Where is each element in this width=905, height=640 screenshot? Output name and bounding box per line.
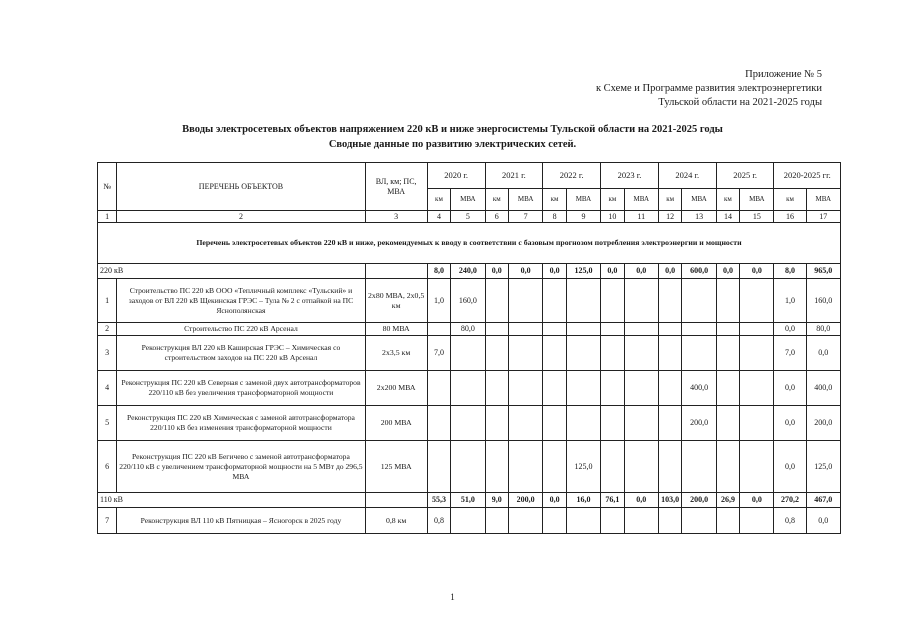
row-number: 3 xyxy=(98,336,117,371)
unit-mva: МВА xyxy=(451,189,485,211)
object-name: Реконструкция ПС 220 кВ Химическая с заменой автотрансформатора 220/110 кВ без изменения трансформаторной мощности xyxy=(117,406,365,441)
value-cell xyxy=(716,323,740,336)
value-cell xyxy=(682,441,716,493)
value-cell xyxy=(566,279,600,323)
value-cell: 1,0 xyxy=(427,279,451,323)
group-value: 240,0 xyxy=(451,264,485,279)
value-cell xyxy=(716,371,740,406)
value-cell xyxy=(543,323,567,336)
group-vl-cell xyxy=(365,264,427,279)
group-value: 0,0 xyxy=(509,264,543,279)
value-cell xyxy=(740,336,774,371)
value-cell xyxy=(658,441,682,493)
value-cell xyxy=(601,371,625,406)
group-value: 0,0 xyxy=(658,264,682,279)
group-value: 0,0 xyxy=(624,264,658,279)
value-cell xyxy=(485,406,509,441)
value-cell xyxy=(716,441,740,493)
value-cell xyxy=(451,336,485,371)
column-number: 10 xyxy=(601,211,625,223)
value-cell xyxy=(543,508,567,534)
value-cell xyxy=(624,371,658,406)
column-number: 8 xyxy=(543,211,567,223)
value-cell xyxy=(658,371,682,406)
group-name: 110 кВ xyxy=(98,493,366,508)
value-cell xyxy=(740,406,774,441)
header-year: 2020 г. xyxy=(427,163,485,189)
group-value: 0,0 xyxy=(543,264,567,279)
unit-mva: МВА xyxy=(806,189,840,211)
value-cell xyxy=(509,279,543,323)
value-cell xyxy=(509,406,543,441)
object-capacity: 0,8 км xyxy=(365,508,427,534)
value-cell xyxy=(624,406,658,441)
value-cell xyxy=(740,508,774,534)
table-row xyxy=(98,279,841,323)
group-value: 270,2 xyxy=(774,493,806,508)
header-year: 2021 г. xyxy=(485,163,543,189)
value-cell xyxy=(601,406,625,441)
objects-table xyxy=(97,162,841,534)
value-cell xyxy=(716,279,740,323)
unit-km: км xyxy=(716,189,740,211)
value-cell xyxy=(682,336,716,371)
value-cell xyxy=(601,336,625,371)
header-vl: ВЛ, км; ПС, МВА xyxy=(365,163,427,211)
column-number: 6 xyxy=(485,211,509,223)
value-cell xyxy=(658,279,682,323)
value-cell xyxy=(624,441,658,493)
value-cell xyxy=(624,336,658,371)
group-value: 76,1 xyxy=(601,493,625,508)
value-cell xyxy=(716,508,740,534)
value-cell xyxy=(566,336,600,371)
value-cell xyxy=(566,508,600,534)
value-cell xyxy=(624,508,658,534)
value-cell: 7,0 xyxy=(427,336,451,371)
value-cell: 0,8 xyxy=(774,508,806,534)
value-cell xyxy=(601,441,625,493)
object-name: Строительство ПС 220 кВ Арсенал xyxy=(117,323,365,336)
unit-mva: МВА xyxy=(566,189,600,211)
object-capacity: 200 МВА xyxy=(365,406,427,441)
value-cell xyxy=(658,508,682,534)
unit-km: км xyxy=(658,189,682,211)
row-number: 7 xyxy=(98,508,117,534)
value-cell xyxy=(543,406,567,441)
group-value: 103,0 xyxy=(658,493,682,508)
value-cell xyxy=(451,371,485,406)
header-year: 2025 г. xyxy=(716,163,774,189)
value-cell: 80,0 xyxy=(806,323,840,336)
object-capacity: 125 МВА xyxy=(365,441,427,493)
value-cell: 0,0 xyxy=(774,371,806,406)
value-cell: 0,0 xyxy=(806,508,840,534)
group-value: 965,0 xyxy=(806,264,840,279)
column-number: 13 xyxy=(682,211,716,223)
document-title xyxy=(0,122,905,152)
value-cell xyxy=(427,371,451,406)
value-cell xyxy=(451,508,485,534)
value-cell xyxy=(624,323,658,336)
column-number: 12 xyxy=(658,211,682,223)
group-value: 0,0 xyxy=(543,493,567,508)
value-cell xyxy=(509,508,543,534)
object-name: Реконструкция ВЛ 220 кВ Каширская ГРЭС – Химическая со строительством заходов на ПС 220 кВ Арсенал xyxy=(117,336,365,371)
object-name: Реконструкция ПС 220 кВ Северная с заменой двух автотрансформаторов 220/110 кВ без увеличения трансформаторной мощности xyxy=(117,371,365,406)
value-cell: 0,0 xyxy=(774,323,806,336)
table-row xyxy=(98,323,841,336)
value-cell xyxy=(658,336,682,371)
title-line-2: Сводные данные по развитию электрических сетей. xyxy=(328,139,577,150)
column-number: 2 xyxy=(117,211,365,223)
voltage-group-row xyxy=(98,493,841,508)
value-cell: 160,0 xyxy=(451,279,485,323)
value-cell: 0,0 xyxy=(806,336,840,371)
unit-km: км xyxy=(601,189,625,211)
value-cell: 125,0 xyxy=(806,441,840,493)
header-year-total: 2020-2025 гг. xyxy=(774,163,841,189)
object-capacity: 2х80 МВА, 2х0,5 км xyxy=(365,279,427,323)
value-cell xyxy=(682,279,716,323)
value-cell: 80,0 xyxy=(451,323,485,336)
page-number: 1 xyxy=(450,592,455,602)
column-number: 14 xyxy=(716,211,740,223)
table-row xyxy=(98,406,841,441)
group-value: 55,3 xyxy=(427,493,451,508)
row-number: 6 xyxy=(98,441,117,493)
value-cell xyxy=(566,323,600,336)
value-cell: 200,0 xyxy=(682,406,716,441)
group-value: 125,0 xyxy=(566,264,600,279)
column-number: 5 xyxy=(451,211,485,223)
value-cell xyxy=(543,371,567,406)
value-cell xyxy=(716,406,740,441)
value-cell xyxy=(509,371,543,406)
row-number: 4 xyxy=(98,371,117,406)
value-cell xyxy=(566,371,600,406)
group-value: 200,0 xyxy=(509,493,543,508)
value-cell: 7,0 xyxy=(774,336,806,371)
group-value: 0,0 xyxy=(624,493,658,508)
group-value: 51,0 xyxy=(451,493,485,508)
group-value: 16,0 xyxy=(566,493,600,508)
value-cell: 200,0 xyxy=(806,406,840,441)
value-cell xyxy=(682,508,716,534)
group-vl-cell xyxy=(365,493,427,508)
unit-km: км xyxy=(774,189,806,211)
unit-mva: МВА xyxy=(509,189,543,211)
row-number: 2 xyxy=(98,323,117,336)
table-row xyxy=(98,336,841,371)
value-cell xyxy=(624,279,658,323)
appendix-period: Тульской области на 2021-2025 годы xyxy=(658,97,822,108)
header-year: 2024 г. xyxy=(658,163,716,189)
value-cell: 400,0 xyxy=(682,371,716,406)
group-value: 26,9 xyxy=(716,493,740,508)
unit-mva: МВА xyxy=(624,189,658,211)
unit-km: км xyxy=(427,189,451,211)
value-cell: 1,0 xyxy=(774,279,806,323)
value-cell xyxy=(509,336,543,371)
value-cell xyxy=(427,323,451,336)
value-cell xyxy=(451,406,485,441)
appendix-header xyxy=(596,68,822,110)
value-cell xyxy=(740,371,774,406)
value-cell xyxy=(451,441,485,493)
value-cell xyxy=(427,406,451,441)
value-cell xyxy=(485,441,509,493)
value-cell xyxy=(485,336,509,371)
value-cell xyxy=(682,323,716,336)
value-cell xyxy=(740,441,774,493)
group-value: 0,0 xyxy=(485,264,509,279)
appendix-number: Приложение № 5 xyxy=(745,69,822,80)
group-value: 0,0 xyxy=(601,264,625,279)
object-capacity: 80 МВА xyxy=(365,323,427,336)
value-cell: 125,0 xyxy=(566,441,600,493)
section-title: Перечень электросетевых объектов 220 кВ и ниже, рекомендуемых к вводу в соответствии с базовым прогнозом потребления электроэнергии и мощности xyxy=(98,223,841,264)
object-name: Строительство ПС 220 кВ ООО «Тепличный комплекс «Тульский» и заходов от ВЛ 220 кВ Щекинская ГРЭС – Тула № 2 с отпайкой на ПС Яснополянская xyxy=(117,279,365,323)
value-cell xyxy=(543,441,567,493)
value-cell: 0,0 xyxy=(774,441,806,493)
value-cell xyxy=(658,323,682,336)
value-cell xyxy=(658,406,682,441)
group-value: 0,0 xyxy=(740,493,774,508)
value-cell xyxy=(716,336,740,371)
value-cell xyxy=(485,279,509,323)
group-value: 9,0 xyxy=(485,493,509,508)
group-value: 0,0 xyxy=(716,264,740,279)
group-value: 600,0 xyxy=(682,264,716,279)
header-objects: ПЕРЕЧЕНЬ ОБЪЕКТОВ xyxy=(117,163,365,211)
value-cell xyxy=(601,323,625,336)
column-number: 3 xyxy=(365,211,427,223)
header-number: № xyxy=(98,163,117,211)
value-cell xyxy=(485,371,509,406)
column-number: 15 xyxy=(740,211,774,223)
group-value: 8,0 xyxy=(427,264,451,279)
table-row xyxy=(98,371,841,406)
group-value: 467,0 xyxy=(806,493,840,508)
value-cell xyxy=(543,279,567,323)
appendix-reference: к Схеме и Программе развития электроэнергетики xyxy=(595,83,822,94)
group-value: 0,0 xyxy=(740,264,774,279)
column-number: 4 xyxy=(427,211,451,223)
object-name: Реконструкция ВЛ 110 кВ Пятницкая – Ясногорск в 2025 году xyxy=(117,508,365,534)
value-cell xyxy=(601,508,625,534)
group-value: 200,0 xyxy=(682,493,716,508)
value-cell xyxy=(485,323,509,336)
column-number: 16 xyxy=(774,211,806,223)
unit-mva: МВА xyxy=(740,189,774,211)
value-cell xyxy=(509,323,543,336)
column-number: 7 xyxy=(509,211,543,223)
column-number: 11 xyxy=(624,211,658,223)
row-number: 5 xyxy=(98,406,117,441)
group-name: 220 кВ xyxy=(98,264,366,279)
voltage-group-row xyxy=(98,264,841,279)
column-number: 1 xyxy=(98,211,117,223)
value-cell xyxy=(601,279,625,323)
column-number: 17 xyxy=(806,211,840,223)
row-number: 1 xyxy=(98,279,117,323)
column-numbers-row xyxy=(98,211,841,223)
value-cell xyxy=(740,279,774,323)
object-capacity: 2х3,5 км xyxy=(365,336,427,371)
column-number: 9 xyxy=(566,211,600,223)
unit-km: км xyxy=(543,189,567,211)
value-cell: 160,0 xyxy=(806,279,840,323)
table-row xyxy=(98,441,841,493)
value-cell xyxy=(740,323,774,336)
title-line-1: Вводы электросетевых объектов напряжением 220 кВ и ниже энергосистемы Тульской области на 2021-2025 годы xyxy=(182,124,723,135)
value-cell xyxy=(543,336,567,371)
value-cell xyxy=(485,508,509,534)
value-cell xyxy=(427,441,451,493)
value-cell: 0,8 xyxy=(427,508,451,534)
value-cell xyxy=(509,441,543,493)
value-cell xyxy=(566,406,600,441)
section-row xyxy=(98,223,841,264)
value-cell: 400,0 xyxy=(806,371,840,406)
header-year: 2023 г. xyxy=(601,163,659,189)
unit-mva: МВА xyxy=(682,189,716,211)
header-year: 2022 г. xyxy=(543,163,601,189)
unit-km: км xyxy=(485,189,509,211)
value-cell: 0,0 xyxy=(774,406,806,441)
object-capacity: 2х200 МВА xyxy=(365,371,427,406)
group-value: 8,0 xyxy=(774,264,806,279)
object-name: Реконструкция ПС 220 кВ Бегичево с заменой автотрансформатора 220/110 кВ с увеличением трансформаторной мощности на 5 МВт до 296,5 МВА xyxy=(117,441,365,493)
table-row xyxy=(98,508,841,534)
